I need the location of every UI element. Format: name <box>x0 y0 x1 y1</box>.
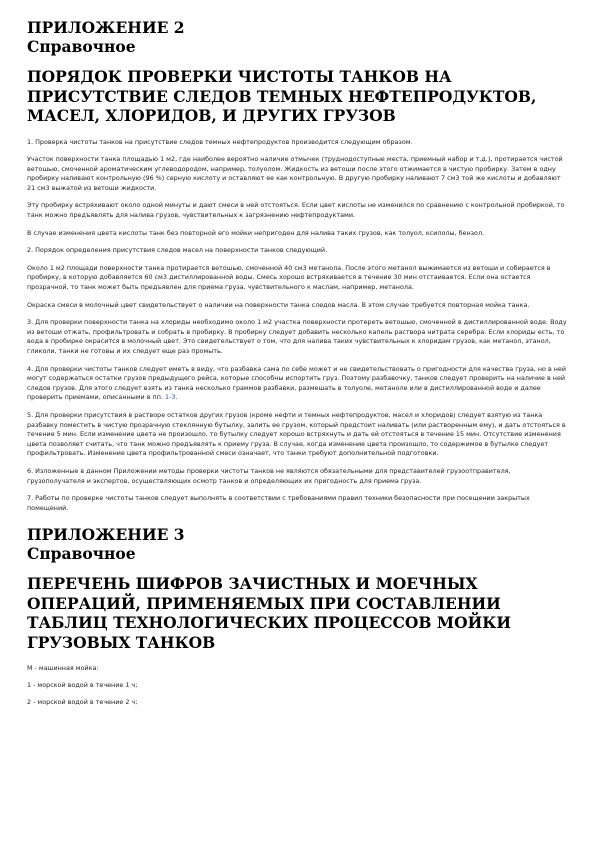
appendix3-heading: ПРИЛОЖЕНИЕ 3 <box>27 525 185 545</box>
appendix2-subheading: Справочное <box>27 37 136 56</box>
document-page <box>27 18 568 714</box>
paragraph-3: Эту пробирку встряхивают около одной минуты и дают смеси в ней отстояться. Если цвет кислоты не изменился по сравнению с контрольной пробиркой, то танк можно предъявлять для налива грузов, чувствительных к загрязнению нефтепродуктами. <box>27 201 565 220</box>
appendix3-section <box>27 525 568 707</box>
paragraph-6: Около 1 м2 площади поверхности танка протирается ветошью, смоченной 40 см3 метанола. После этого метанол выжимается из ветоши и собирается в пробирку, в которую добавляется 60 см3 дистиллированной воды. Смесь хорошо встряхивается в течение 30 мин отстаивается. Если она остается прозрачной, то танк может быть предъявлен для приема груза, чувствительного к маслам, например, метанола. <box>27 263 551 292</box>
paragraph-8: 3. Для проверки поверхности танка на хлориды необходимо около 1 м2 участка поверхности протереть ветошью, смоченной в дистиллированной воде. Воду из ветоши отжать, профильтровать и собрать в пробирку. В пробирку следует добавить несколько капель раствора нитрата серебра. Если хлориды есть, то вода в пробирке окрасится в молочный цвет. Это свидетельствует о том, что для налива таких чувствительных к хлоридам грузов, как метанол, этанол, гликоли, танки не готовы и их следует еще раз промыть. <box>27 318 567 355</box>
paragraph-1: 1. Проверка чистоты танков на присутствие следов темных нефтепродуктов производится следующим образом. <box>27 137 413 146</box>
paragraph-2: Участок поверхности танка площадью 1 м2, где наиболее вероятно наличие отмычек (труднодоступные места, приемный набор и т.д.), протирается чистой ветошью, смоченной ароматическим углеводородом, например, толуолом. Жидкость из ветоши после этого отжимается в чистую пробирку. Затем в одну пробирку наливают контрольную (96 %) серную кислоту и оставляют ее как контрольную. В другую пробирку наливают 7 см3 той же кислоты и добавляют 21 см3 выжатой из ветоши жидкости. <box>27 155 563 192</box>
appendix2-title: ПОРЯДОК ПРОВЕРКИ ЧИСТОТЫ ТАНКОВ НА ПРИСУТСТВИЕ СЛЕДОВ ТЕМНЫХ НЕФТЕПРОДУКТОВ, МАСЕЛ, ХЛОРИДОВ, И ДРУГИХ ГРУЗОВ <box>27 67 537 125</box>
list-item: 1 - морской водой в течение 1 ч; <box>27 680 138 689</box>
paragraph-10: 5. Для проверки присутствия в растворе остатков других грузов (кроме нефти и темных нефтепродуктов, масел и хлоридов) следует взятую из танка разбавку поместить в чистую прозрачную стеклянную бутылку, залить ее грузом, который предстоит наливать (или растворенным ему), и дать отстояться в течение 5 мин. Если изменение цвета не произошло, то бутылку следует хорошо встряхнуть и дать ей отстояться в течение 15 мин. Отсутствие изменения цвета позволяет считать, что танк можно предъявлять к приему груза. В случае, когда изменение цвета произошло, то содержимое в бутылке следует профильтровать. Изменение цвета профильтрованной смеси означает, что танки требуют дополнительной подготовки. <box>27 410 566 458</box>
appendix3-title: ПЕРЕЧЕНЬ ШИФРОВ ЗАЧИСТНЫХ И МОЕЧНЫХ ОПЕРАЦИЙ, ПРИМЕНЯЕМЫХ ПРИ СОСТАВЛЕНИИ ТАБЛИЦ ТЕХНОЛОГИЧЕСКИХ ПРОЦЕССОВ МОЙКИ ГРУЗОВЫХ ТАНКОВ <box>27 574 511 652</box>
paragraph-7: Окраска смеси в молочный цвет свидетельствует о наличии на поверхности танка следов масла. В этом случае требуется повторная мойка танка. <box>27 300 530 309</box>
list-item: 2 - морской водой в течение 2 ч; <box>27 697 138 706</box>
paragraph-11: 6. Изложенные в данном Приложении методы проверки чистоты танков не являются обязательными для представителей грузоотправителя, грузополучателя и экспертов, осуществляющих осмотр танков и определяющих их пригодность для приема груза. <box>27 466 511 485</box>
paragraph-4: В случае изменения цвета кислоты танк без повторной его мойки непригоден для налива таких грузов, как толуол, ксилолы, бензол. <box>27 228 485 237</box>
paragraph-9 <box>27 365 568 403</box>
paragraph-9-text: 4. Для проверки чистоты танков следует иметь в виду, что разбавка сама по себе может и не свидетельствовать о пригодности для качества груза, но в ней могут содержаться остатки грузов предыдущего рейса, которые способны испортить груз. Поэтому разбавочку, танков следует проверить на наличие в ней следов грузов. Для этого следует взять из танка несколько граммов разбавки, размешать в толуоле, метаноле или в дистиллированной воде и далее проверить приемами, описанными в пп. 1-3. <box>27 364 567 402</box>
paragraph-ref-link[interactable]: 1-3 <box>164 393 176 402</box>
appendix2-heading: ПРИЛОЖЕНИЕ 2 <box>27 18 185 37</box>
paragraph-12: 7. Работы по проверке чистоты танков следует выполнять в соответствии с требованиями правил техники безопасности при посещении закрытых помещений. <box>27 494 530 512</box>
list-item: M - машинная мойка: <box>27 664 99 673</box>
paragraph-5: 2. Порядок определения присутствия следов масел на поверхности танков следующий. <box>27 246 328 255</box>
appendix3-subheading: Справочное <box>27 544 136 564</box>
